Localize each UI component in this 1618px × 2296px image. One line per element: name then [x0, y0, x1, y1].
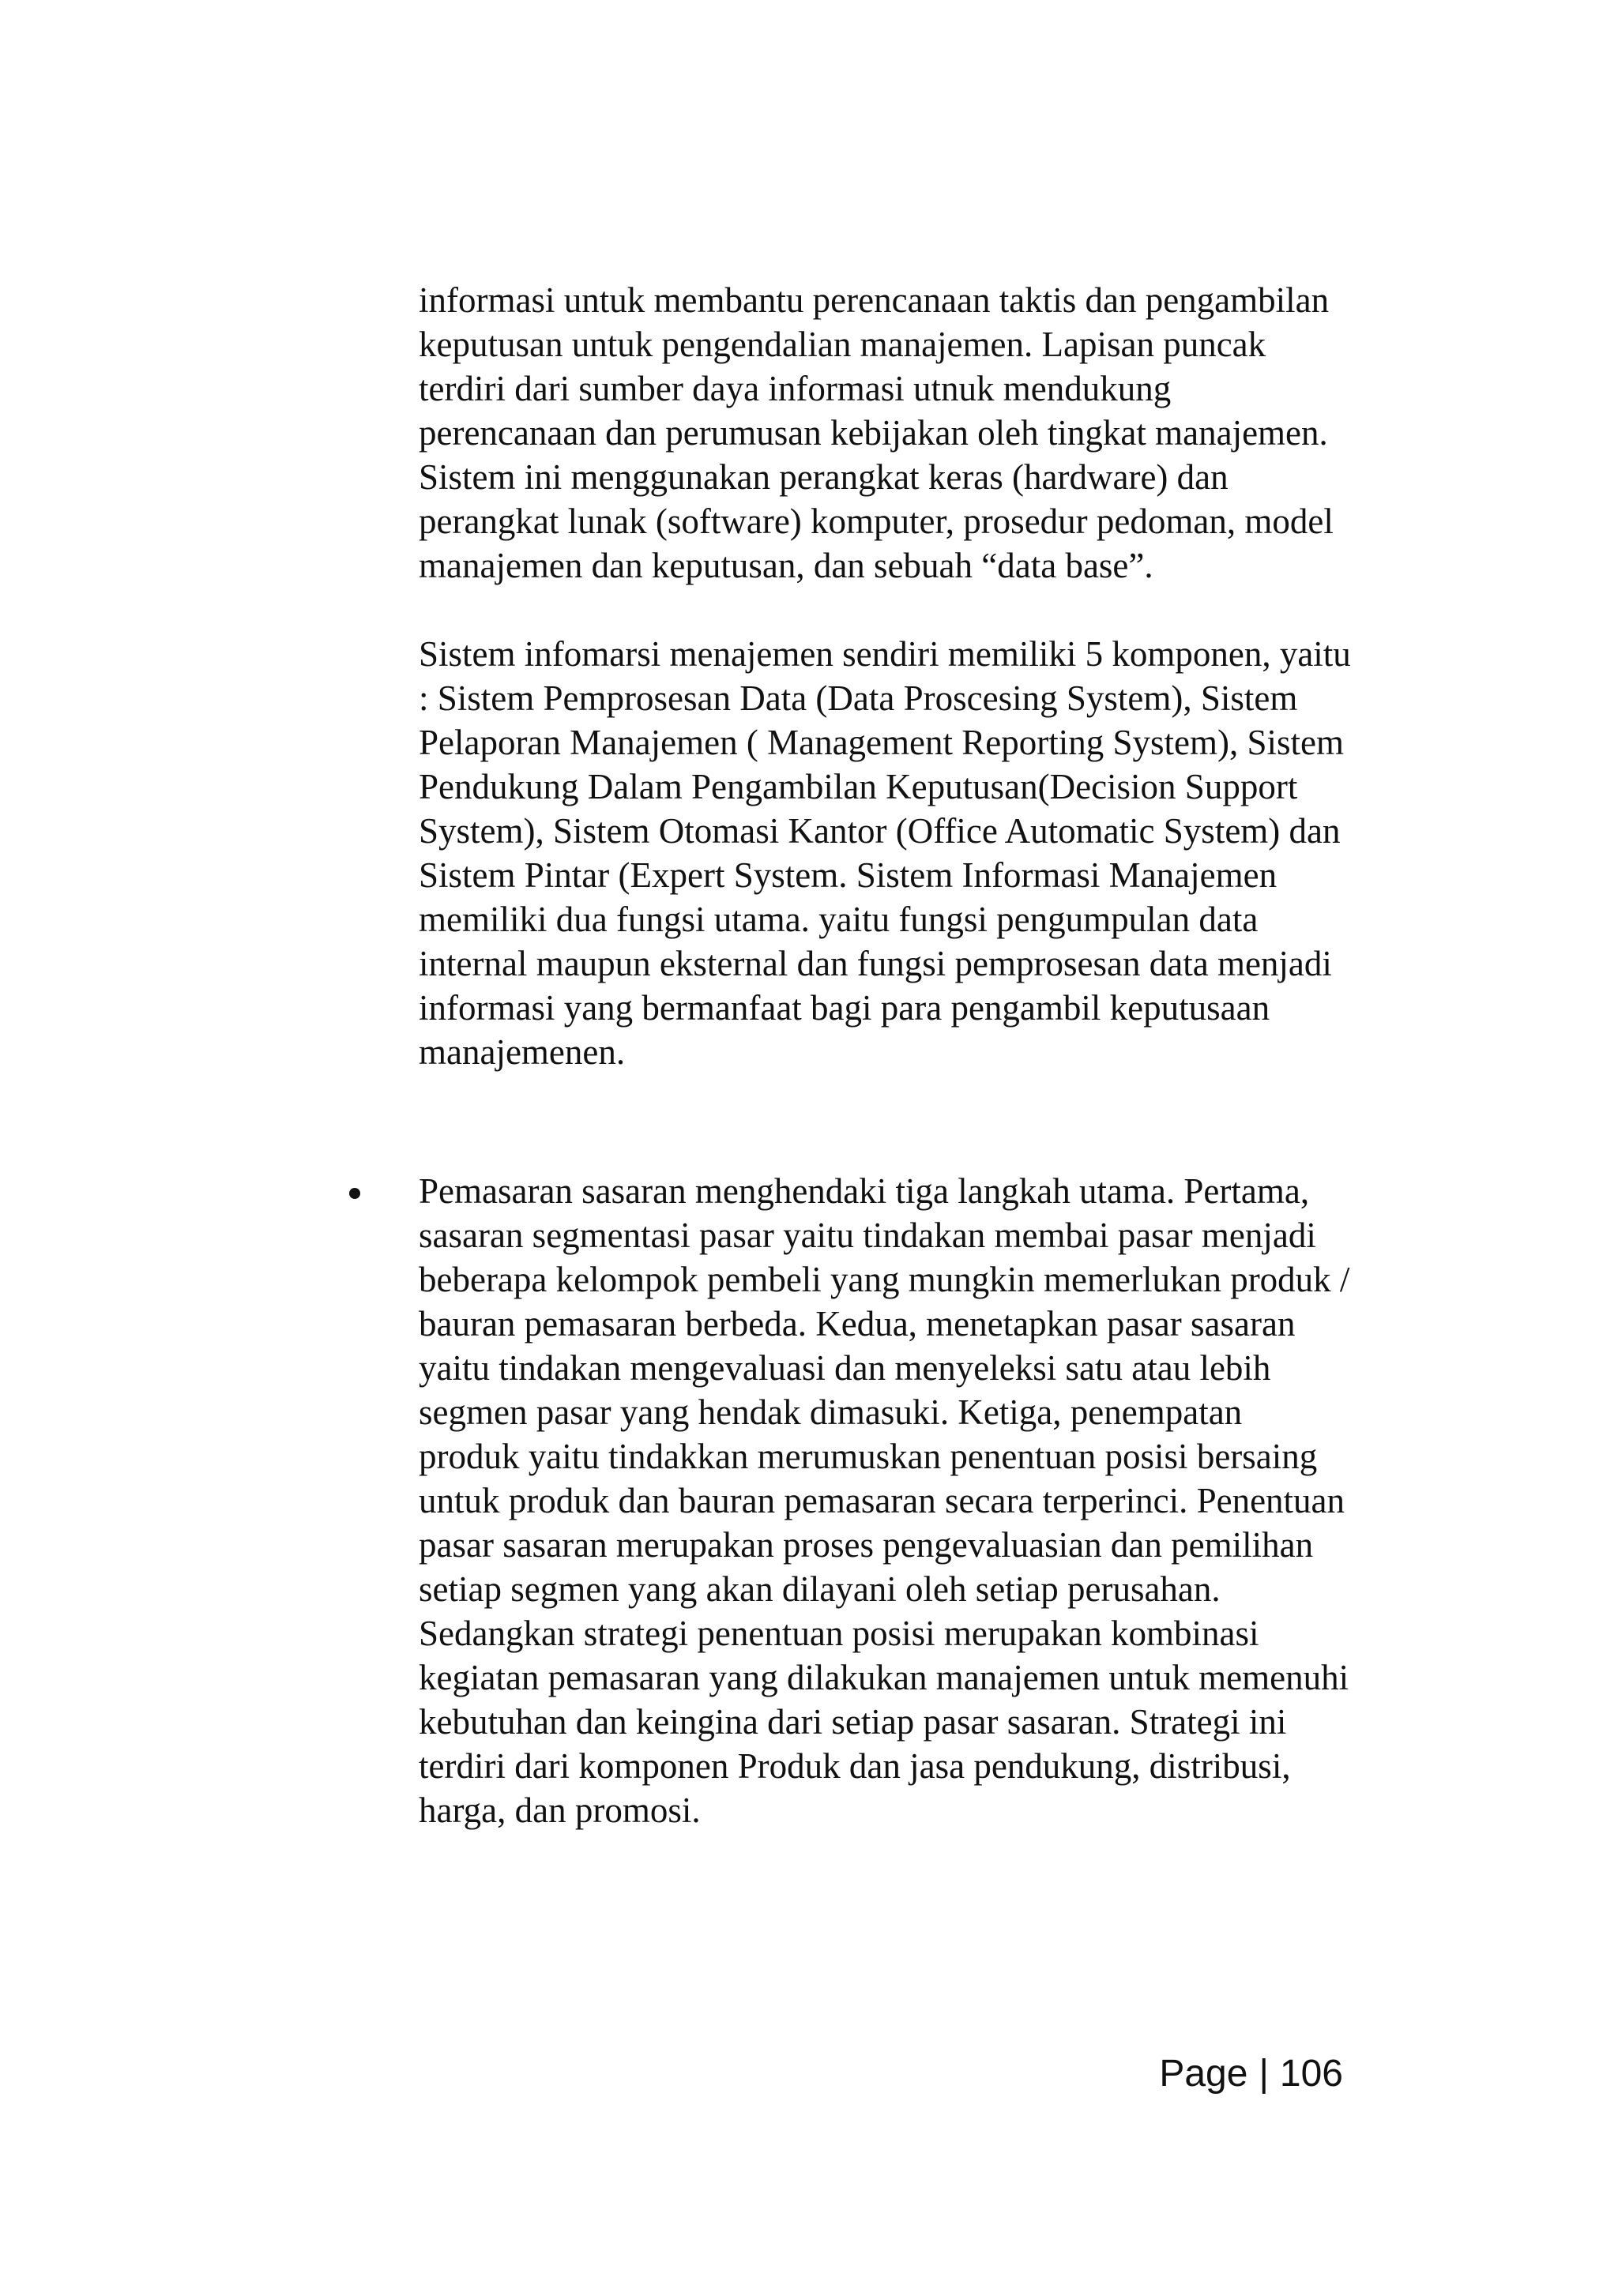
page-number: 106: [1279, 2053, 1343, 2095]
page-separator: |: [1259, 2053, 1269, 2095]
page-label: Page: [1159, 2053, 1248, 2095]
paragraph-mis-components: Sistem infomarsi menajemen sendiri memiliki 5 komponen, yaitu : Sistem Pemprosesan Data (Data Proscesing System), Sistem Pelaporan Manajemen ( Management Reporting System), Sistem Pendukung Dalam Pengambilan Keputusan(Decision Support System), Sistem Otomasi Kantor (Office Automatic System) dan Sistem Pintar (Expert System. Sistem Informasi Manajemen memiliki dua fungsi utama. yaitu fungsi pengumpulan data internal maupun eksternal dan fungsi pemprosesan data menjadi informasi yang bermanfaat bagi para pengambil keputusaan manajemenen.: [419, 634, 1351, 1072]
paragraph-target-marketing: Pemasaran sasaran menghendaki tiga langkah utama. Pertama, sasaran segmentasi pasar yaitu tindakan membai pasar menjadi beberapa kelompok pembeli yang mungkin memerlukan produk / bauran pemasaran berbeda. Kedua, menetapkan pasar sasaran yaitu tindakan mengevaluasi dan menyeleksi satu atau lebih segmen pasar yang hendak dimasuki. Ketiga, penempatan produk yaitu tindakkan merumuskan penentuan posisi bersaing untuk produk dan bauran pemasaran secara terperinci. Penentuan pasar sasaran merupakan proses pengevaluasian dan pemilihan setiap segmen yang akan dilayani oleh setiap perusahan. Sedangkan strategi penentuan posisi merupakan kombinasi kegiatan pemasaran yang dilakukan manajemen untuk memenuhi kebutuhan dan keingina dari setiap pasar sasaran. Strategi ini terdiri dari komponen Produk dan jasa pendukung, distribusi, harga, dan promosi.: [419, 1171, 1350, 1830]
bullet-icon: [349, 1188, 360, 1199]
page-footer: [1159, 2050, 1343, 2098]
bullet-list-item: [419, 1169, 1351, 1832]
paragraph-mis-layers: informasi untuk membantu perencanaan taktis dan pengambilan keputusan untuk pengendalian manajemen. Lapisan puncak terdiri dari sumber daya informasi utnuk mendukung perencanaan dan perumusan kebijakan oleh tingkat manajemen. Sistem ini menggunakan perangkat keras (hardware) dan perangkat lunak (software) komputer, prosedur pedoman, model manajemen dan keputusan, dan sebuah “data base”.: [419, 280, 1334, 585]
page-body: [419, 278, 1351, 1832]
